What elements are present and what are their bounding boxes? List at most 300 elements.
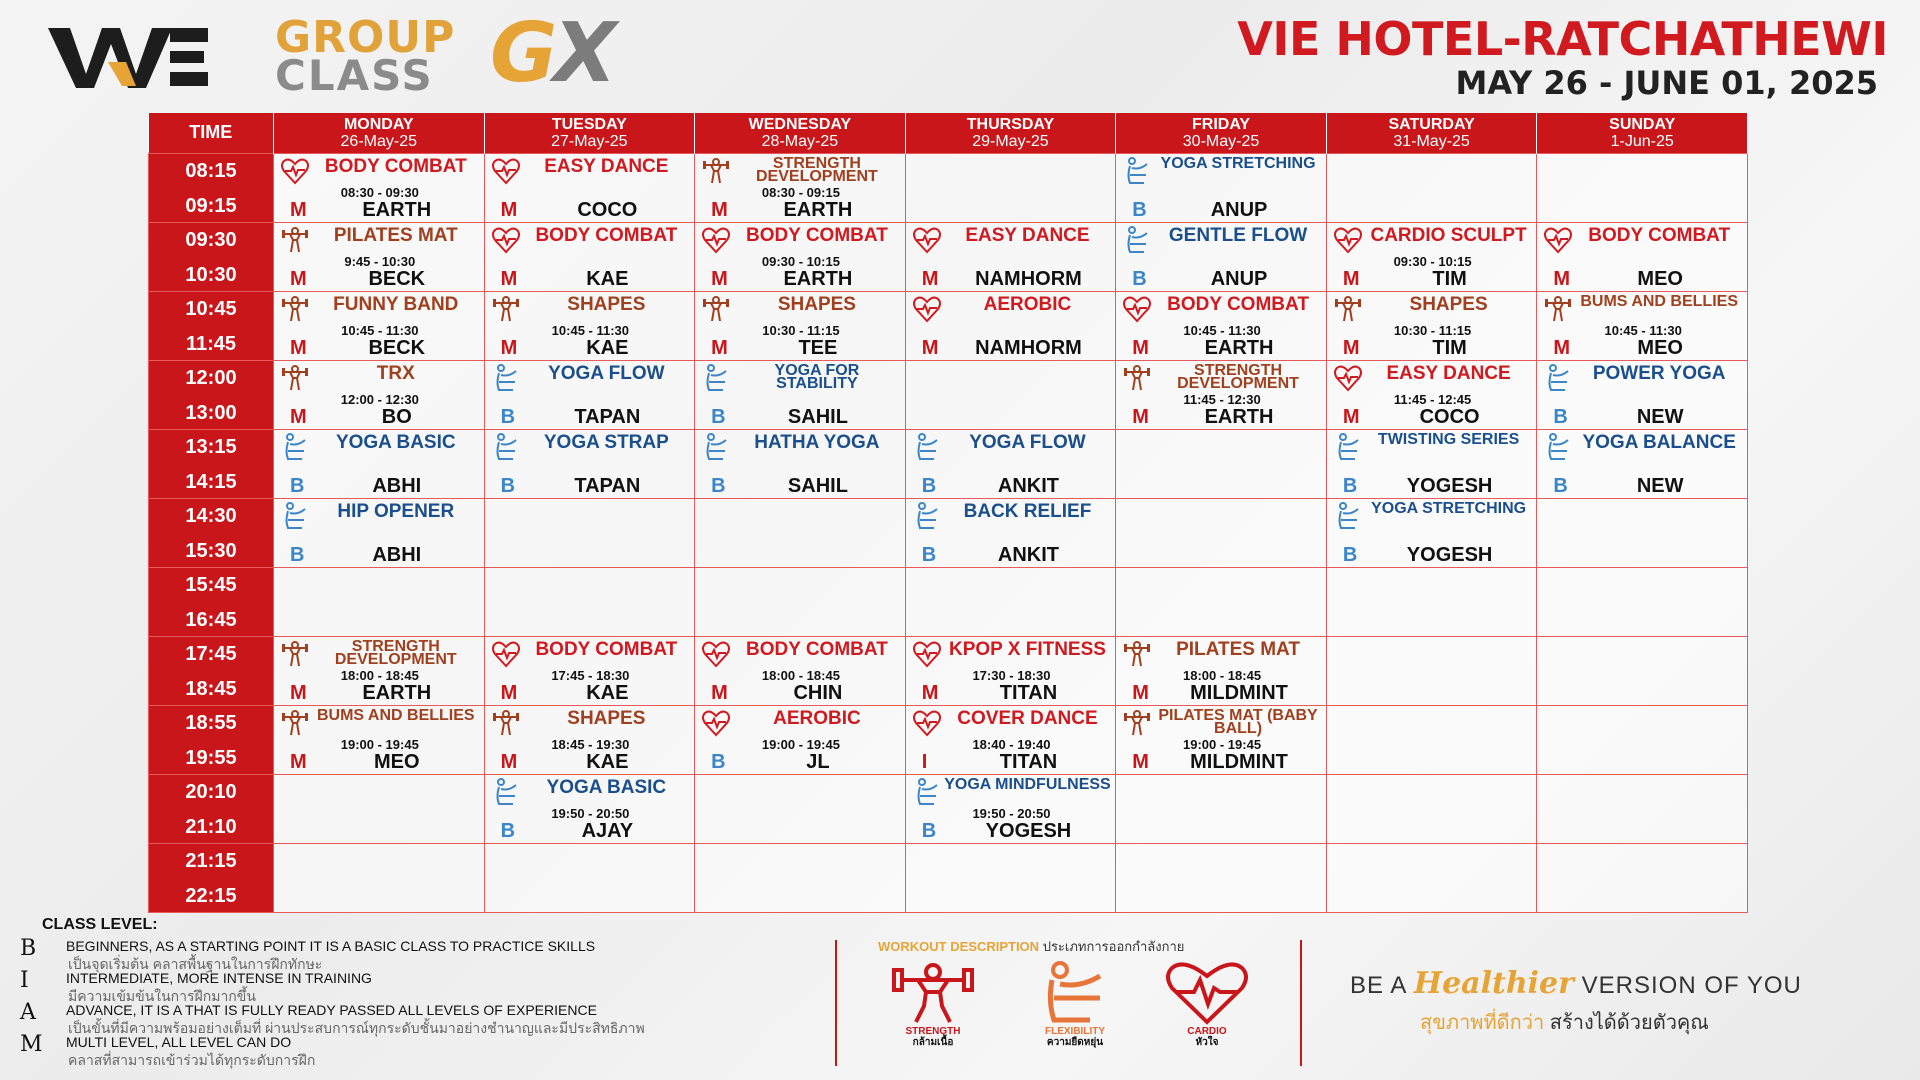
schedule-body [149, 153, 1748, 913]
cardio-icon [1162, 958, 1252, 1028]
instructor-name: NEW [1636, 405, 1684, 428]
instructor-name: KAE [586, 336, 629, 359]
class-level: B [500, 819, 516, 842]
day-header-wednesday [695, 113, 906, 153]
time-cell [149, 291, 274, 360]
class-time: 18:45 - 19:30 [551, 737, 630, 753]
class-name: STRENGTH DEVELOPMENT [756, 154, 878, 185]
workout-description-title: WORKOUT DESCRIPTION ประเภทการออกกำลังกาย [878, 939, 1185, 954]
class-cell [695, 222, 906, 291]
class-cell [1116, 153, 1327, 222]
time-slot-row [149, 360, 1748, 429]
class-name: GENTLE FLOW [1168, 224, 1308, 246]
level-description-thai: มีความเข้มข้นในการฝึกมากขึ้น [68, 988, 256, 1004]
class-level: M [290, 405, 307, 428]
class-name: YOGA FLOW [548, 362, 665, 384]
class-cell [1326, 498, 1537, 567]
class-cell [905, 291, 1116, 360]
class-name: YOGA STRETCHING [1160, 154, 1316, 172]
class-cell [695, 429, 906, 498]
class-cell [1116, 636, 1327, 705]
class-time: 08:30 - 09:30 [340, 185, 419, 201]
instructor-name: EARTH [362, 681, 432, 704]
level-description-thai: เป็นขั้นที่มีความพร้อมอย่างเต็มที่ ผ่านประสบการณ์ทุกระดับชั้นมาอย่างชำนาญและมีประสิทธิภาพ [68, 1020, 645, 1036]
flexibility-icon [1333, 432, 1363, 462]
empty-slot [1326, 153, 1537, 222]
class-name: PILATES MAT (BABY BALL) [1158, 706, 1318, 737]
class-level: M [500, 336, 518, 359]
class-cell [905, 636, 1116, 705]
empty-slot [1326, 843, 1537, 912]
empty-slot [274, 567, 485, 636]
instructor-name: ABHI [372, 543, 422, 566]
flexibility-icon [1543, 432, 1573, 462]
class-name: YOGA BASIC [546, 776, 667, 798]
class-name: YOGA BASIC [335, 431, 456, 453]
slot-start: 13:15 [185, 435, 237, 458]
class-cell [484, 222, 695, 291]
empty-slot [1537, 843, 1748, 912]
slot-start: 17:45 [185, 642, 237, 665]
empty-slot [905, 567, 1116, 636]
time-slot-row [149, 429, 1748, 498]
class-cell [484, 636, 695, 705]
instructor-name: KAE [586, 750, 629, 773]
empty-slot [1326, 705, 1537, 774]
cardio-icon [491, 156, 521, 186]
class-name: EASY DANCE [965, 224, 1090, 246]
time-cell [149, 567, 274, 636]
class-level: M [290, 267, 307, 290]
strength-icon [701, 294, 731, 324]
cardio-icon [491, 225, 521, 255]
strength-icon [888, 958, 978, 1028]
divider [835, 940, 837, 1066]
flexibility-icon [491, 777, 521, 807]
slot-end: 13:00 [185, 401, 237, 424]
class-cell [274, 498, 485, 567]
class-name: HATHA YOGA [754, 431, 880, 453]
empty-slot [1116, 843, 1327, 912]
empty-slot [484, 498, 695, 567]
class-cell [1116, 222, 1327, 291]
empty-slot [1116, 774, 1327, 843]
strength-icon [280, 639, 310, 669]
class-time: 10:45 - 11:30 [551, 323, 630, 339]
class-name: EASY DANCE [544, 155, 669, 177]
instructor-name: MILDMINT [1190, 681, 1288, 704]
cardio-label: CARDIO หัวใจ [1187, 1026, 1227, 1048]
class-name: YOGA STRAP [543, 431, 669, 453]
cardio-icon [280, 156, 310, 186]
time-cell [149, 774, 274, 843]
cardio-icon [491, 639, 521, 669]
empty-slot [484, 567, 695, 636]
slot-end: 10:30 [185, 263, 237, 286]
strength-icon [1333, 294, 1363, 324]
slot-start: 10:45 [185, 297, 237, 320]
instructor-name: BO [381, 405, 412, 428]
strength-label: STRENGTH กล้ามเนื้อ [905, 1026, 961, 1048]
class-name: BODY COMBAT [746, 638, 888, 660]
cardio-icon [912, 225, 942, 255]
time-cell [149, 222, 274, 291]
instructor-name: COCO [1419, 405, 1480, 428]
flexibility-icon [701, 363, 731, 393]
empty-slot [1326, 636, 1537, 705]
level-letter: B [20, 936, 37, 961]
class-level: B [1342, 543, 1358, 566]
class-name: YOGA FOR STABILITY [774, 361, 860, 392]
instructor-name: TITAN [999, 681, 1058, 704]
instructor-name: KAE [586, 267, 629, 290]
day-name: WEDNESDAY [748, 115, 852, 133]
class-time: 19:50 - 20:50 [972, 806, 1051, 822]
slot-end: 14:15 [185, 470, 237, 493]
class-name: STRENGTH DEVELOPMENT [1177, 361, 1299, 392]
class-time: 12:00 - 12:30 [340, 392, 419, 408]
class-level: M [711, 267, 728, 290]
class-cell [1326, 429, 1537, 498]
class-level: M [500, 198, 518, 221]
class-level: M [290, 198, 307, 221]
instructor-name: TAPAN [574, 405, 641, 428]
time-slot-row [149, 705, 1748, 774]
instructor-name: SAHIL [787, 474, 848, 497]
class-name: SHAPES [567, 707, 646, 729]
instructor-name: EARTH [783, 267, 853, 290]
class-level: M [1342, 267, 1360, 290]
instructor-name: TIM [1432, 267, 1467, 290]
instructor-name: ANUP [1210, 267, 1268, 290]
class-cell [905, 498, 1116, 567]
day-header-tuesday [484, 113, 695, 153]
instructor-name: TAPAN [574, 474, 641, 497]
class-name: SHAPES [777, 293, 856, 315]
class-name: SHAPES [567, 293, 646, 315]
flexibility-icon [1122, 156, 1152, 186]
instructor-name: EARTH [1204, 405, 1274, 428]
strength-icon [280, 294, 310, 324]
slogan-thai: สุขภาพที่ดีกว่า สร้างได้ด้วยตัวคุณ [1420, 1012, 1709, 1034]
empty-slot [274, 774, 485, 843]
class-cell [1326, 222, 1537, 291]
class-cell [1537, 291, 1748, 360]
schedule-header-row [149, 113, 1748, 153]
time-slot-row [149, 153, 1748, 222]
empty-slot [484, 843, 695, 912]
class-name: FUNNY BAND [333, 293, 459, 315]
class-time: 10:30 - 11:15 [1393, 323, 1472, 339]
flexibility-icon [1543, 363, 1573, 393]
class-time: 08:30 - 09:15 [761, 185, 840, 201]
instructor-name: EARTH [1204, 336, 1274, 359]
class-time: 09:30 - 10:15 [1393, 254, 1472, 270]
class-cell [484, 153, 695, 222]
slot-start: 21:15 [185, 849, 237, 872]
flexibility-icon [1333, 501, 1363, 531]
slot-start: 12:00 [185, 366, 237, 389]
class-level: B [921, 543, 937, 566]
class-level: M [921, 267, 939, 290]
class-cell [1116, 705, 1327, 774]
class-name: COVER DANCE [957, 707, 1098, 729]
class-cell [274, 705, 485, 774]
class-cell [484, 774, 695, 843]
instructor-name: NEW [1636, 474, 1684, 497]
day-header-sunday [1537, 113, 1748, 153]
class-cell [1537, 429, 1748, 498]
strength-icon [491, 294, 521, 324]
empty-slot [1116, 429, 1327, 498]
time-slot-row [149, 222, 1748, 291]
class-level: I [921, 750, 928, 773]
class-cell [905, 774, 1116, 843]
instructor-name: MEO [1637, 267, 1683, 290]
flexibility-icon [912, 432, 942, 462]
class-level: M [921, 681, 939, 704]
class-name: TWISTING SERIES [1377, 430, 1520, 448]
instructor-name: TIM [1432, 336, 1467, 359]
flexibility-icon [491, 363, 521, 393]
hotel-title: VIE HOTEL-RATCHATHEWI [1237, 12, 1888, 66]
strength-icon [1122, 708, 1152, 738]
day-date: 29-May-25 [972, 132, 1049, 150]
instructor-name: EARTH [783, 198, 853, 221]
class-time: 18:00 - 18:45 [340, 668, 419, 684]
class-level-title: CLASS LEVEL: [42, 916, 158, 933]
instructor-name: MILDMINT [1190, 750, 1288, 773]
cardio-icon [1122, 294, 1152, 324]
day-name: MONDAY [343, 115, 414, 133]
instructor-name: ANKIT [997, 474, 1060, 497]
slot-end: 11:45 [185, 332, 237, 355]
empty-slot [695, 567, 906, 636]
class-cell [905, 705, 1116, 774]
class-time: 17:45 - 18:30 [551, 668, 630, 684]
class-cell [1116, 360, 1327, 429]
class-name: BODY COMBAT [1588, 224, 1731, 246]
class-name: BODY COMBAT [746, 224, 888, 246]
class-name: TRX [376, 362, 415, 384]
class-level: B [711, 750, 726, 773]
time-slot-row [149, 774, 1748, 843]
class-time: 19:00 - 19:45 [1183, 737, 1262, 753]
class-time: 11:45 - 12:30 [1183, 392, 1261, 408]
instructor-name: ABHI [372, 474, 422, 497]
instructor-name: BECK [368, 336, 426, 359]
instructor-name: MEO [374, 750, 420, 773]
instructor-name: NAMHORM [975, 267, 1082, 290]
instructor-name: KAE [586, 681, 629, 704]
level-letter: I [20, 968, 29, 993]
empty-slot [1116, 498, 1327, 567]
class-cell [1537, 222, 1748, 291]
class-time: 10:45 - 11:30 [1604, 323, 1682, 339]
level-description: INTERMEDIATE, MORE INTENSE IN TRAINING [66, 970, 372, 986]
strength-icon [491, 708, 521, 738]
instructor-name: EARTH [362, 198, 432, 221]
class-level: M [500, 750, 518, 773]
empty-slot [274, 843, 485, 912]
slot-end: 16:45 [185, 608, 237, 631]
logo-group-text: GROUP [275, 12, 456, 63]
class-level: M [921, 336, 939, 359]
day-header-monday [274, 113, 485, 153]
cardio-icon [912, 639, 942, 669]
cardio-icon [701, 639, 731, 669]
flexibility-icon [912, 501, 942, 531]
class-level: B [1553, 405, 1568, 428]
class-cell [484, 360, 695, 429]
time-cell [149, 153, 274, 222]
cardio-icon [701, 225, 731, 255]
class-name: YOGA FLOW [969, 431, 1086, 453]
strength-icon [280, 708, 310, 738]
strength-icon [701, 156, 731, 186]
instructor-name: TITAN [999, 750, 1058, 773]
class-cell [1326, 360, 1537, 429]
class-level: B [711, 405, 726, 428]
empty-slot [695, 774, 906, 843]
class-cell [274, 360, 485, 429]
slogan: BE A Healthier VERSION OF YOU [1350, 966, 1802, 1001]
divider [1300, 940, 1302, 1066]
class-level: B [1132, 267, 1147, 290]
flexibility-icon [1030, 958, 1120, 1028]
class-level: B [711, 474, 726, 497]
class-cell [274, 291, 485, 360]
class-level: M [1553, 336, 1571, 359]
day-name: THURSDAY [966, 115, 1055, 133]
empty-slot [1537, 705, 1748, 774]
class-cell [905, 222, 1116, 291]
class-level: M [500, 267, 518, 290]
time-header: TIME [149, 113, 274, 153]
class-name: AEROBIC [983, 293, 1072, 315]
class-time: 19:50 - 20:50 [551, 806, 630, 822]
class-name: YOGA MINDFULNESS [944, 775, 1111, 793]
class-name: EASY DANCE [1386, 362, 1511, 384]
class-cell [1537, 360, 1748, 429]
class-cell [695, 153, 906, 222]
time-cell [149, 498, 274, 567]
class-level: M [1132, 750, 1149, 773]
slot-end: 22:15 [185, 885, 237, 907]
class-level: B [500, 405, 516, 428]
class-time: 9:45 - 10:30 [344, 254, 416, 270]
class-name: YOGA BALANCE [1582, 431, 1736, 453]
time-cell [149, 705, 274, 774]
day-header-saturday [1326, 113, 1537, 153]
day-date: 26-May-25 [340, 132, 418, 150]
class-level: B [290, 543, 305, 566]
class-level: B [1553, 474, 1568, 497]
instructor-name: NAMHORM [975, 336, 1082, 359]
class-level: M [1342, 336, 1360, 359]
class-name: KPOP X FITNESS [948, 638, 1106, 660]
level-description: MULTI LEVEL, ALL LEVEL CAN DO [66, 1034, 292, 1050]
class-cell [1326, 291, 1537, 360]
day-header-thursday [905, 113, 1116, 153]
logo-class-text: CLASS [275, 51, 434, 100]
time-slot-row [149, 291, 1748, 360]
instructor-name: ANKIT [997, 543, 1060, 566]
class-time: 18:40 - 19:40 [972, 737, 1051, 753]
cardio-icon [912, 708, 942, 738]
time-slot-row [149, 567, 1748, 636]
class-cell [695, 291, 906, 360]
day-name: TUESDAY [551, 115, 627, 133]
slot-start: 08:15 [185, 159, 237, 182]
class-name: BACK RELIEF [963, 500, 1092, 522]
empty-slot [905, 843, 1116, 912]
day-date: 30-May-25 [1182, 132, 1260, 150]
class-time: 10:45 - 11:30 [1183, 323, 1261, 339]
strength-icon [280, 225, 310, 255]
time-slot-row [149, 636, 1748, 705]
level-description-thai: เป็นจุดเริ่มต้น คลาสพื้นฐานในการฝึกทักษะ [68, 956, 323, 972]
flexibility-icon [491, 432, 521, 462]
class-name: BUMS AND BELLIES [316, 706, 475, 724]
cardio-icon [1333, 225, 1363, 255]
date-range: MAY 26 - JUNE 01, 2025 [1455, 64, 1878, 102]
flexibility-icon [912, 777, 942, 807]
instructor-name: SAHIL [787, 405, 848, 428]
slot-start: 15:45 [185, 573, 237, 596]
empty-slot [905, 360, 1116, 429]
class-cell [274, 222, 485, 291]
class-cell [274, 636, 485, 705]
class-name: CARDIO SCULPT [1370, 224, 1527, 246]
instructor-name: MEO [1637, 336, 1683, 359]
empty-slot [695, 498, 906, 567]
class-name: BODY COMBAT [535, 638, 678, 660]
class-name: BODY COMBAT [324, 155, 467, 177]
class-level: M [290, 681, 307, 704]
time-slot-row [149, 843, 1748, 912]
empty-slot [695, 843, 906, 912]
class-cell [695, 705, 906, 774]
class-level: M [500, 681, 518, 704]
empty-slot [1326, 567, 1537, 636]
schedule-table [148, 113, 1748, 913]
flexibility-icon [280, 432, 310, 462]
empty-slot [1537, 153, 1748, 222]
instructor-name: AJAY [581, 819, 634, 842]
we-logo [48, 22, 208, 92]
class-level: B [921, 474, 937, 497]
day-name: SATURDAY [1388, 115, 1475, 133]
level-letter: A [20, 1000, 36, 1025]
class-level: B [290, 474, 305, 497]
cardio-icon [1543, 225, 1573, 255]
class-level: M [1132, 405, 1149, 428]
empty-slot [905, 153, 1116, 222]
cardio-icon [701, 708, 731, 738]
class-time: 09:30 - 10:15 [761, 254, 840, 270]
slot-end: 09:15 [185, 194, 237, 217]
slot-end: 19:55 [185, 746, 237, 769]
class-name: BUMS AND BELLIES [1580, 292, 1738, 310]
time-slot-row [149, 498, 1748, 567]
level-letter: M [20, 1032, 43, 1057]
class-time: 10:30 - 11:15 [762, 323, 840, 339]
day-date: 28-May-25 [761, 132, 839, 150]
class-level: B [500, 474, 516, 497]
day-name: FRIDAY [1191, 115, 1251, 133]
empty-slot [1537, 498, 1748, 567]
